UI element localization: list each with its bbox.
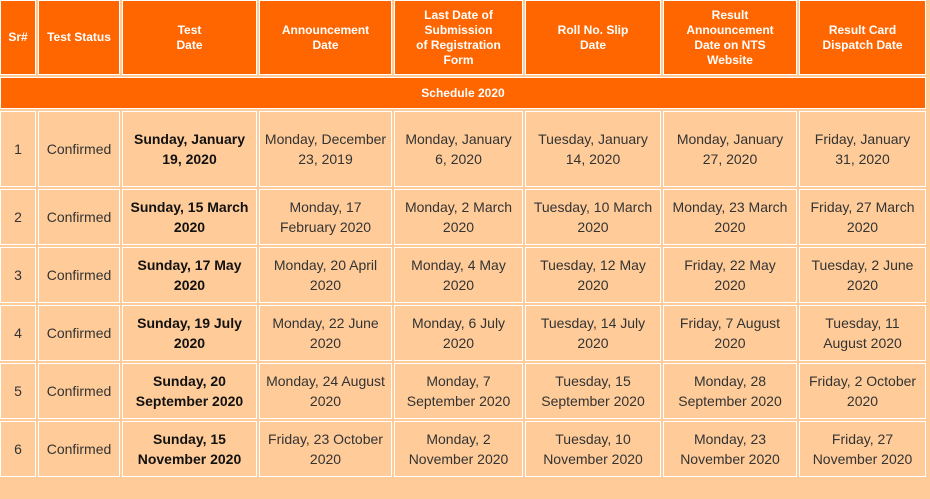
header-announcement-date: Announcement Date [259, 0, 392, 75]
cell-test-date: Sunday, 15 March 2020 [122, 189, 257, 245]
cell-sr: 5 [0, 363, 36, 419]
header-sr: Sr# [0, 0, 36, 75]
cell-sr: 1 [0, 111, 36, 187]
cell-announcement: Friday, 23 October 2020 [259, 421, 392, 477]
cell-roll-slip: Tuesday, January 14, 2020 [525, 111, 661, 187]
table-row [0, 111, 926, 187]
cell-last-date: Monday, January 6, 2020 [394, 111, 523, 187]
cell-last-date: Monday, 2 March 2020 [394, 189, 523, 245]
header-last-date-submission: Last Date of Submission of Registration Form [394, 0, 523, 75]
cell-status: Confirmed [38, 189, 120, 245]
cell-test-date: Sunday, 20 September 2020 [122, 363, 257, 419]
cell-announcement: Monday, 20 April 2020 [259, 247, 392, 303]
schedule-label: Schedule 2020 [0, 77, 926, 109]
cell-last-date: Monday, 2 November 2020 [394, 421, 523, 477]
cell-announcement: Monday, 22 June 2020 [259, 305, 392, 361]
header-row [0, 0, 926, 75]
table-row [0, 363, 926, 419]
cell-test-date: Sunday, January 19, 2020 [122, 111, 257, 187]
cell-announcement: Monday, 17 February 2020 [259, 189, 392, 245]
cell-sr: 6 [0, 421, 36, 477]
cell-result-card: Friday, January 31, 2020 [799, 111, 926, 187]
cell-roll-slip: Tuesday, 14 July 2020 [525, 305, 661, 361]
header-test-date: Test Date [122, 0, 257, 75]
cell-sr: 3 [0, 247, 36, 303]
header-result-card-dispatch-date: Result Card Dispatch Date [799, 0, 926, 75]
cell-result-announcement: Monday, 23 March 2020 [663, 189, 797, 245]
table-row [0, 421, 926, 477]
cell-status: Confirmed [38, 247, 120, 303]
cell-announcement: Monday, 24 August 2020 [259, 363, 392, 419]
cell-sr: 4 [0, 305, 36, 361]
cell-last-date: Monday, 4 May 2020 [394, 247, 523, 303]
cell-status: Confirmed [38, 305, 120, 361]
cell-result-card: Friday, 27 March 2020 [799, 189, 926, 245]
cell-test-date: Sunday, 19 July 2020 [122, 305, 257, 361]
cell-status: Confirmed [38, 111, 120, 187]
cell-roll-slip: Tuesday, 10 November 2020 [525, 421, 661, 477]
cell-test-date: Sunday, 15 November 2020 [122, 421, 257, 477]
cell-result-announcement: Monday, 28 September 2020 [663, 363, 797, 419]
cell-roll-slip: Tuesday, 10 March 2020 [525, 189, 661, 245]
cell-result-announcement: Monday, 23 November 2020 [663, 421, 797, 477]
cell-result-announcement: Monday, January 27, 2020 [663, 111, 797, 187]
schedule-row [0, 77, 926, 109]
header-roll-slip-date: Roll No. Slip Date [525, 0, 661, 75]
cell-last-date: Monday, 7 September 2020 [394, 363, 523, 419]
cell-roll-slip: Tuesday, 12 May 2020 [525, 247, 661, 303]
cell-announcement: Monday, December 23, 2019 [259, 111, 392, 187]
table-row [0, 247, 926, 303]
cell-result-card: Friday, 27 November 2020 [799, 421, 926, 477]
table-row [0, 305, 926, 361]
cell-last-date: Monday, 6 July 2020 [394, 305, 523, 361]
cell-result-announcement: Friday, 22 May 2020 [663, 247, 797, 303]
cell-result-card: Friday, 2 October 2020 [799, 363, 926, 419]
table-row [0, 189, 926, 245]
cell-roll-slip: Tuesday, 15 September 2020 [525, 363, 661, 419]
header-result-announcement-date: Result Announcement Date on NTS Website [663, 0, 797, 75]
cell-status: Confirmed [38, 421, 120, 477]
cell-test-date: Sunday, 17 May 2020 [122, 247, 257, 303]
cell-result-announcement: Friday, 7 August 2020 [663, 305, 797, 361]
cell-result-card: Tuesday, 11 August 2020 [799, 305, 926, 361]
cell-result-card: Tuesday, 2 June 2020 [799, 247, 926, 303]
header-test-status: Test Status [38, 0, 120, 75]
cell-status: Confirmed [38, 363, 120, 419]
cell-sr: 2 [0, 189, 36, 245]
